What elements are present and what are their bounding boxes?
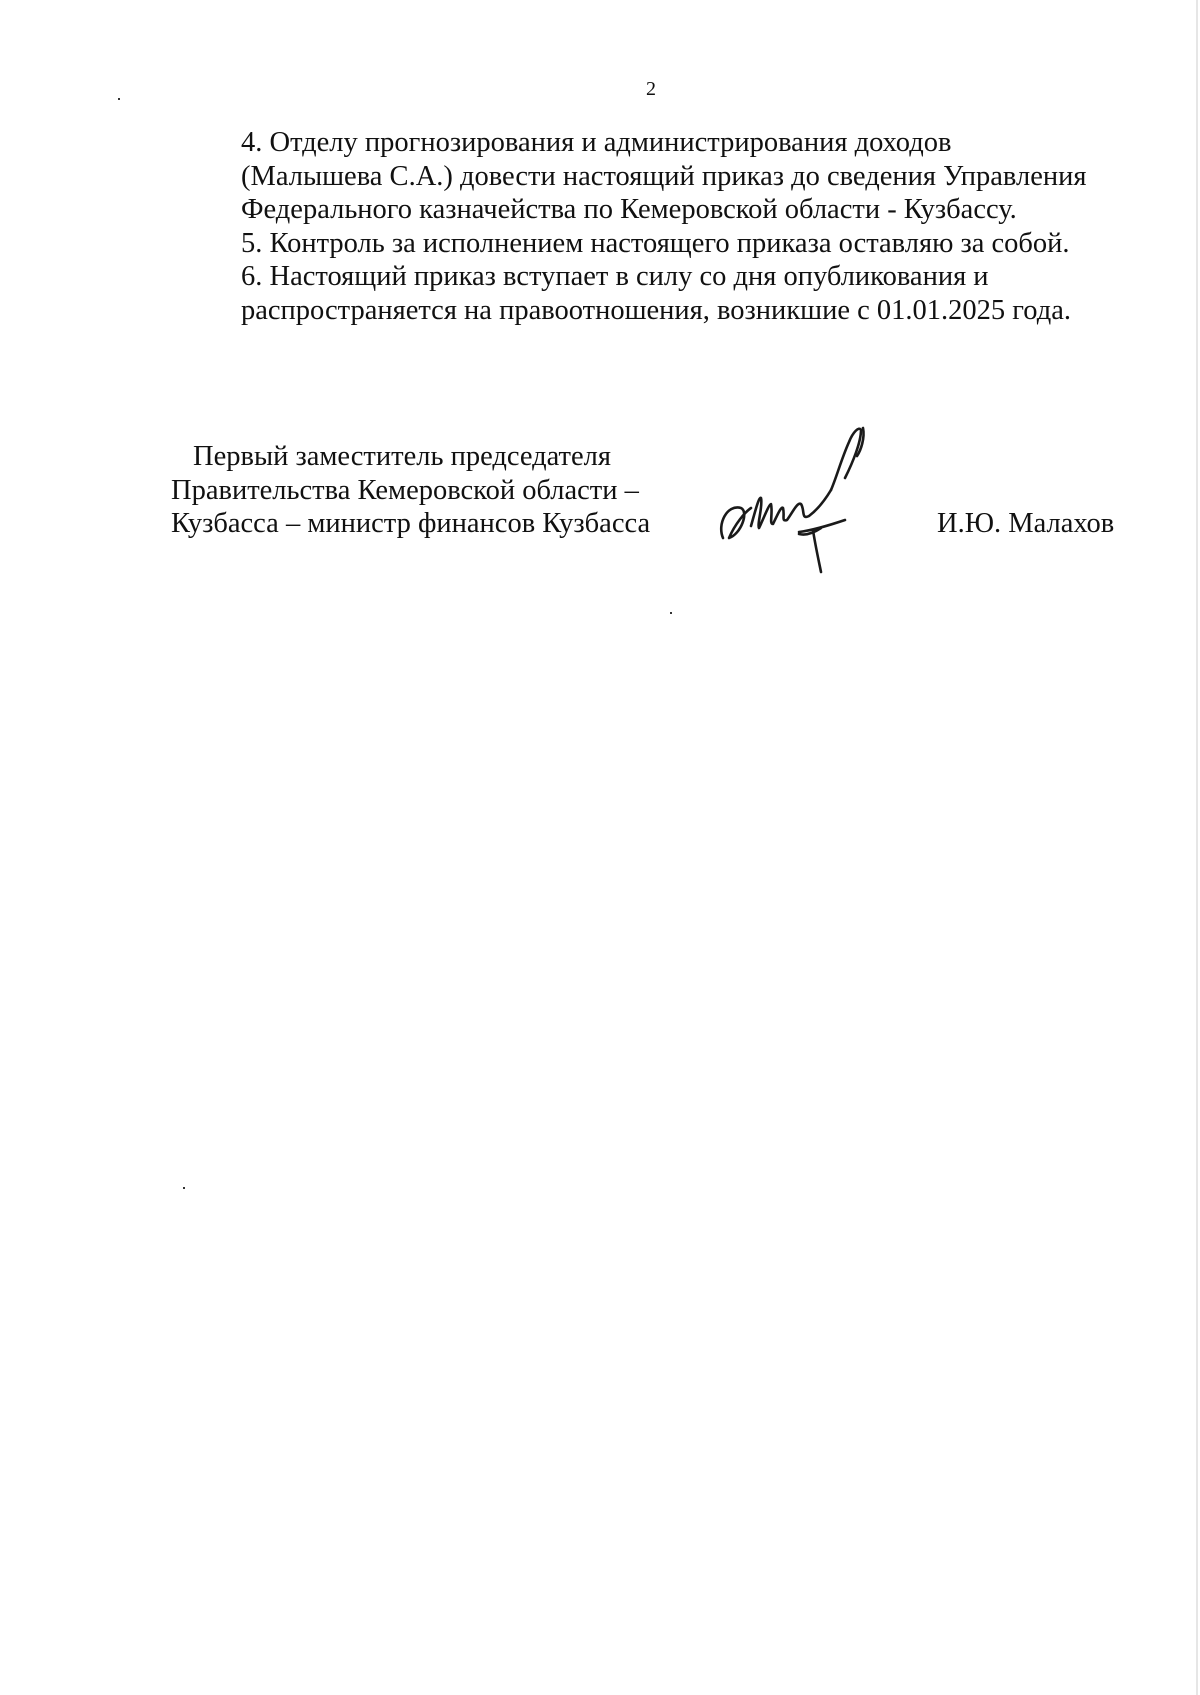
scan-dot [183, 1187, 185, 1189]
signer-title [171, 440, 650, 541]
document-body [171, 126, 1120, 327]
paragraph-line: распространяется на правоотношения, возникшие с 01.01.2025 года. [241, 294, 1071, 326]
scan-dot [670, 612, 672, 614]
scan-edge [1196, 0, 1198, 1695]
paragraph-line: (Малышева С.А.) довести настоящий приказ до сведения Управления [241, 160, 1087, 192]
signer-name: И.Ю. Малахов [937, 508, 1115, 539]
signer-title-line: Правительства Кемеровской области – [171, 474, 639, 506]
paragraph-6 [171, 260, 1120, 327]
paragraph-4 [171, 126, 1120, 227]
paragraph-line: Федерального казначейства по Кемеровской области - Кузбассу. [241, 194, 1017, 225]
page-number: 2 [646, 78, 656, 100]
scan-dot [118, 98, 120, 100]
handwritten-signature-icon [715, 420, 915, 580]
signer-title-line: Первый заместитель председателя [193, 441, 611, 472]
signer-title-line: Кузбасса – министр финансов Кузбасса [171, 508, 651, 539]
paragraph-5 [171, 227, 1120, 261]
paragraph-line: 5. Контроль за исполнением настоящего приказа оставляю за собой. [241, 227, 1070, 259]
paragraph-line: 6. Настоящий приказ вступает в силу со дня опубликования и [241, 261, 989, 292]
paragraph-line: 4. Отделу прогнозирования и администрирования доходов [241, 127, 952, 158]
